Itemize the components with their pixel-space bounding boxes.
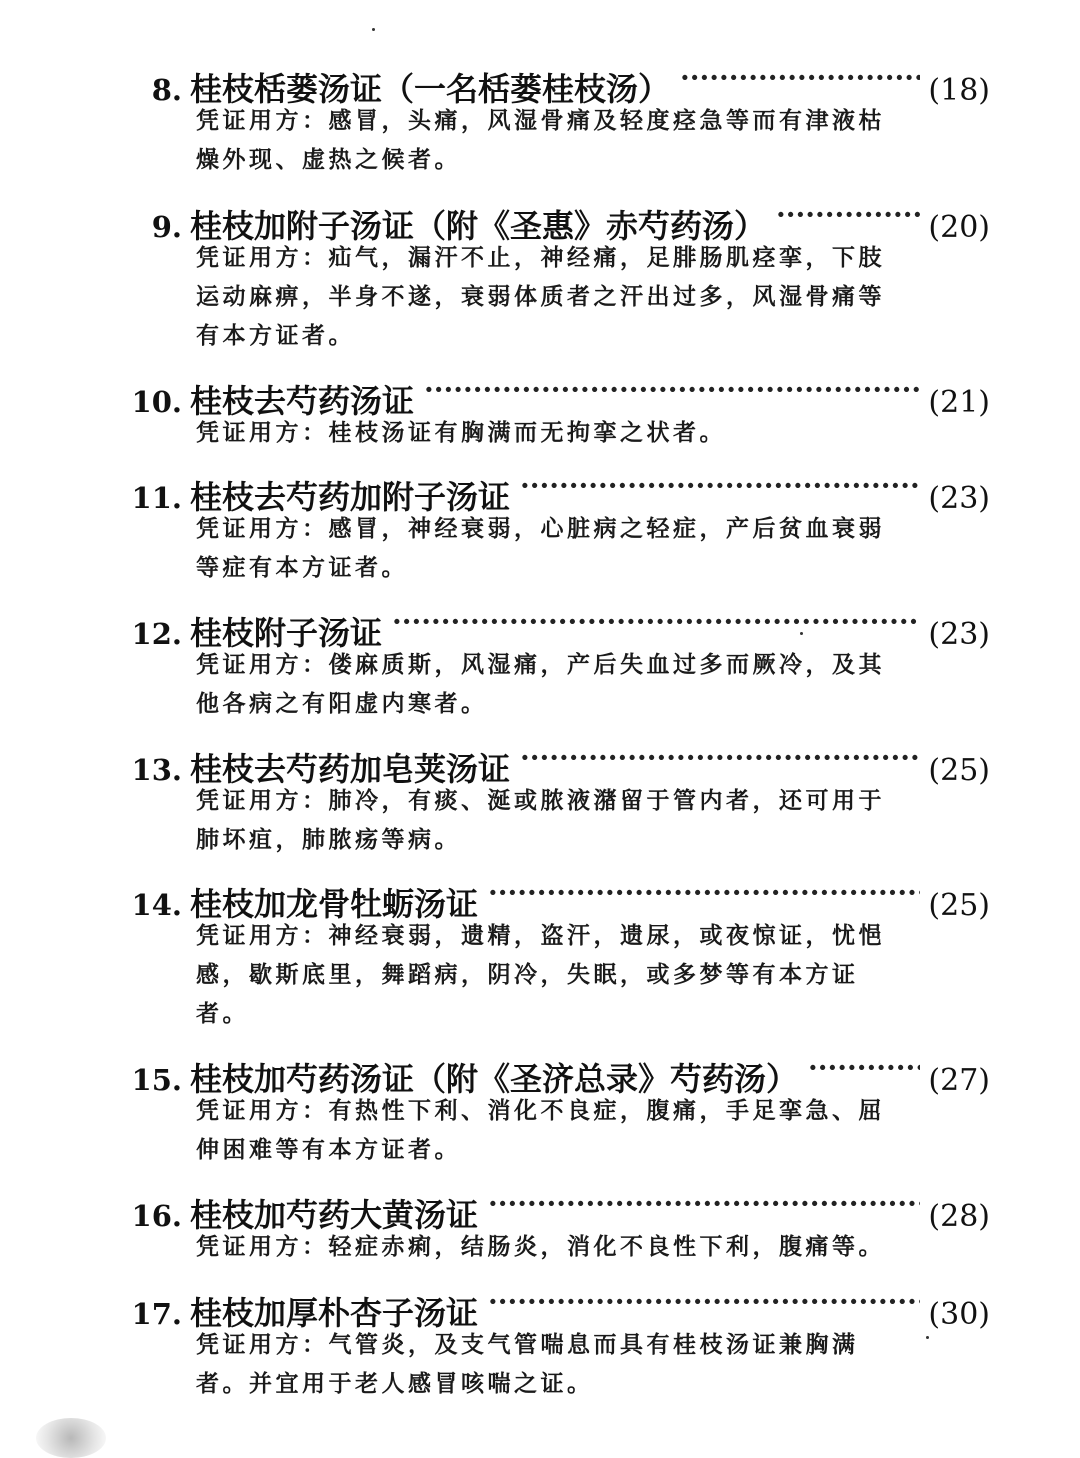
entry-page-number: (23) — [928, 617, 990, 652]
entry-description: 凭证用方：疝气，漏汗不止，神经痛，足腓肠肌痉挛，下肢运动麻痹，半身不遂，衰弱体质者之汗出过多，风湿骨痛等有本方证者。 — [196, 245, 885, 349]
toc-entry-14 — [110, 871, 990, 1034]
entry-page-number: (23) — [928, 481, 990, 516]
entry-page-number: (20) — [928, 210, 990, 245]
entry-description: 凭证用方：神经衰弱，遗精，盗汗，遗尿，或夜惊证，忧悒感，歇斯底里，舞蹈病，阴冷，失眠，或多梦等有本方证者。 — [196, 923, 885, 1027]
scan-speck — [372, 28, 375, 31]
entry-description: 凭证用方：桂枝汤证有胸满而无拘挛之状者。 — [196, 420, 726, 446]
entry-page-number: (25) — [928, 753, 990, 788]
scan-speck — [800, 632, 803, 635]
entry-number: 11. — [131, 481, 182, 515]
toc-entry-17 — [110, 1280, 990, 1404]
entry-title-row — [110, 1182, 990, 1234]
entry-description: 凭证用方：感冒，神经衰弱，心脏病之轻症，产后贫血衰弱等症有本方证者。 — [196, 516, 885, 581]
entry-title-row — [110, 1046, 990, 1098]
toc-entry-10 — [110, 368, 990, 453]
entry-number: 17. — [131, 1297, 182, 1331]
entry-title-row — [110, 368, 990, 420]
toc-entry-15 — [110, 1046, 990, 1170]
toc-entry-8 — [110, 56, 990, 180]
entry-description: 凭证用方：感冒，头痛，风湿骨痛及轻度痉急等而有津液枯燥外现、虚热之候者。 — [196, 108, 885, 173]
leader-dots — [520, 464, 920, 508]
leader-dots — [424, 368, 920, 412]
leader-dots — [488, 1280, 920, 1324]
entry-title-row — [110, 464, 990, 516]
entry-title: 桂枝加龙骨牡蛎汤证 — [190, 885, 479, 923]
leader-dots — [520, 736, 920, 780]
entry-page-number: (18) — [928, 73, 990, 108]
scan-smudge — [36, 1418, 106, 1458]
entry-title: 桂枝去芍药加附子汤证 — [190, 478, 511, 516]
entry-page-number: (21) — [928, 385, 990, 420]
entry-description: 凭证用方：有热性下利、消化不良症，腹痛，手足挛急、屈伸困难等有本方证者。 — [196, 1098, 885, 1163]
entry-title-row — [110, 736, 990, 788]
entry-title: 桂枝去芍药加皂荚汤证 — [190, 750, 511, 788]
entry-description: 凭证用方：气管炎，及支气管喘息而具有桂枝汤证兼胸满者。并宜用于老人感冒咳喘之证。 — [196, 1332, 859, 1397]
scan-speck — [926, 1336, 929, 1339]
entry-title: 桂枝加芍药大黄汤证 — [190, 1196, 479, 1234]
toc-entry-12 — [110, 600, 990, 724]
entry-page-number: (27) — [928, 1063, 990, 1098]
entry-number: 13. — [131, 753, 182, 787]
leader-dots — [392, 600, 920, 644]
entry-title: 桂枝加厚朴杏子汤证 — [190, 1294, 479, 1332]
entry-description: 凭证用方：偻麻质斯，风湿痛，产后失血过多而厥冷，及其他各病之有阳虚内寒者。 — [196, 652, 885, 717]
entry-page-number: (30) — [928, 1297, 990, 1332]
entry-description: 凭证用方：轻症赤痢，结肠炎，消化不良性下利，腹痛等。 — [196, 1234, 885, 1260]
entry-title-row — [110, 871, 990, 923]
leader-dots — [680, 56, 920, 100]
entry-title: 桂枝附子汤证 — [190, 614, 383, 652]
entry-number: 9. — [151, 210, 182, 244]
entry-title-row — [110, 1280, 990, 1332]
entry-page-number: (28) — [928, 1199, 990, 1234]
entry-title: 桂枝加附子汤证（附《圣惠》赤芍药汤） — [190, 207, 767, 245]
entry-title: 桂枝去芍药汤证 — [190, 382, 415, 420]
toc-entry-11 — [110, 464, 990, 588]
entry-description: 凭证用方：肺冷，有痰、涎或脓液潴留于管内者，还可用于肺坏疽，肺脓疡等病。 — [196, 788, 885, 853]
entry-page-number: (25) — [928, 888, 990, 923]
toc-entry-13 — [110, 736, 990, 860]
entry-number: 10. — [131, 385, 182, 419]
toc-entry-16 — [110, 1182, 990, 1267]
entry-title-row — [110, 193, 990, 245]
leader-dots — [808, 1046, 920, 1090]
entry-number: 14. — [131, 888, 182, 922]
leader-dots — [488, 871, 920, 915]
entry-number: 8. — [151, 73, 182, 107]
entry-number: 16. — [131, 1199, 182, 1233]
entry-number: 15. — [131, 1063, 182, 1097]
entry-title-row — [110, 56, 990, 108]
entry-title: 桂枝加芍药汤证（附《圣济总录》芍药汤） — [190, 1060, 799, 1098]
entry-number: 12. — [131, 617, 182, 651]
leader-dots — [488, 1182, 920, 1226]
toc-entry-9 — [110, 193, 990, 356]
entry-title-row — [110, 600, 990, 652]
leader-dots — [776, 193, 920, 237]
entry-title: 桂枝栝蒌汤证（一名栝蒌桂枝汤） — [190, 70, 671, 108]
